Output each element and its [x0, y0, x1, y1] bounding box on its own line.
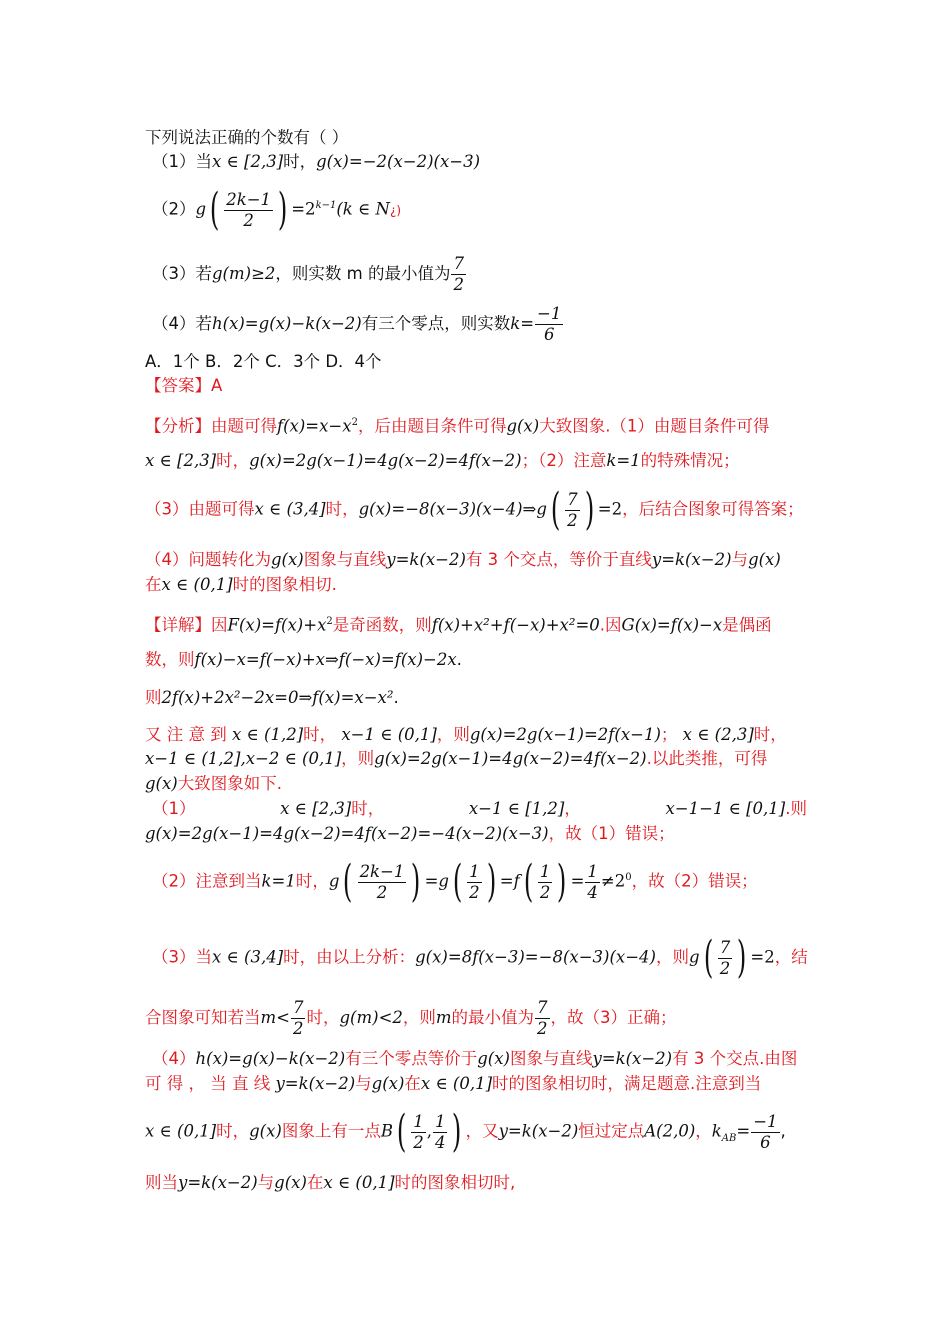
- detail-line-7: （1） x ∈ [2,3]时， x−1 ∈ [1,2]， x−1−1 ∈ [0,1].则: [152, 799, 807, 818]
- detail-line-5: x−1 ∈ (1,2],x−2 ∈ (0,1]，则g(x)=2g(x−1)=4g(x−2)=4f(x−2).以此类推，可得: [145, 749, 768, 768]
- statement-3: （3）若g(m)≥2，则实数 m 的最小值为 $\frac{7}{2}$: [152, 254, 464, 294]
- analysis-line-3: （3）由题可得x ∈ (3,4]时，g(x)=−8(x−3)(x−4)⇒g( $\frac{7}{2}$ ) =2，后结合图象可得答案；: [145, 484, 804, 535]
- question-stem: 下列说法正确的个数有（ ）: [145, 128, 349, 147]
- detail-line-15: 则当y=k(x−2)与g(x)在x ∈ (0,1]时的图象相切时,: [145, 1173, 516, 1192]
- analysis-line-4: （4）问题转化为g(x)图象与直线y=k(x−2)有 3 个交点，等价于直线y=k(x−2)与g(x): [145, 550, 781, 569]
- detail-line-2: 数，则f(x)−x=f(−x)+x⇒f(−x)=f(x)−2x.: [145, 650, 462, 669]
- detail-line-11: 合图象可知若当m< $\frac{7}{2}$ 时，g(m)<2，则m的最小值为 $\frac{7}{2}$ ，故（3）正确；: [145, 998, 677, 1038]
- detail-line-14: x ∈ (0,1]时，g(x)图象上有一点B( $\frac{1}{2}$ , $\frac{1}{4}$ ) ，又y=k(x−2)恒过定点A(2,0)，$k_{AB}=$ $\frac{-1}{6}$ ,: [145, 1106, 786, 1157]
- statement-4: （4）若h(x)=g(x)−k(x−2)有三个零点，则实数k= $\frac{-1}{6}$: [152, 304, 562, 344]
- detail-line-1: 【详解】因$F(x)=f(x)+x^2$是奇函数，则f(x)+x²+f(−x)+x²=0.因G(x)=f(x)−x是偶函: [145, 615, 772, 635]
- statement-2: （2）g( $\frac{2k-1}{2}$ ) $=2^{k-1}(k$ ∈ N¿): [152, 184, 402, 235]
- detail-line-4: 又 注 意 到 x ∈ (1,2]时， x−1 ∈ (0,1]，则g(x)=2g(x−1)=2f(x−1)； x ∈ (2,3]时，: [145, 725, 787, 744]
- analysis-line-5: 在x ∈ (0,1]时的图象相切.: [145, 575, 337, 594]
- analysis-line-1: 【分析】由题可得$f(x)=x-x^2$，后由题目条件可得g(x)大致图象.（1）由题目条件可得: [145, 416, 770, 436]
- detail-line-3: 则2f(x)+2x²−2x=0⇒f(x)=x−x².: [145, 688, 399, 707]
- detail-line-12: （4）h(x)=g(x)−k(x−2)有三个零点等价于g(x)图象与直线y=k(x−2)有 3 个交点.由图: [152, 1049, 798, 1068]
- statement-1: （1）当x ∈ [2,3]时，g(x)=−2(x−2)(x−3): [152, 152, 481, 171]
- detail-line-8: g(x)=2g(x−1)=4g(x−2)=4f(x−2)=−4(x−2)(x−3)，故（1）错误；: [145, 824, 675, 843]
- detail-line-13: 可 得 ， 当 直 线 y=k(x−2)与g(x)在x ∈ (0,1]时的图象相切时，满足题意.注意到当: [145, 1074, 762, 1093]
- answer-label: 【答案】A: [145, 376, 223, 395]
- answer-options: A．1个 B．2个 C．3个 D．4个: [145, 352, 382, 371]
- analysis-line-2: x ∈ [2,3]时，g(x)=2g(x−1)=4g(x−2)=4f(x−2)；（2）注意k=1的特殊情况；: [145, 451, 740, 470]
- detail-line-6: g(x)大致图象如下.: [145, 774, 282, 793]
- detail-line-9: （2）注意到当k=1时，g( $\frac{2k-1}{2}$ ) =g( $\frac{1}{2}$ ) =f( $\frac{1}{2}$ ) = $\frac{1}{4}$ $\ne 2^0$，故（2）错误；: [152, 856, 758, 907]
- detail-line-10: （3）当x ∈ (3,4]时，由以上分析：g(x)=8f(x−3)=−8(x−3)(x−4)，则g( $\frac{7}{2}$ ) =2，结: [152, 932, 808, 983]
